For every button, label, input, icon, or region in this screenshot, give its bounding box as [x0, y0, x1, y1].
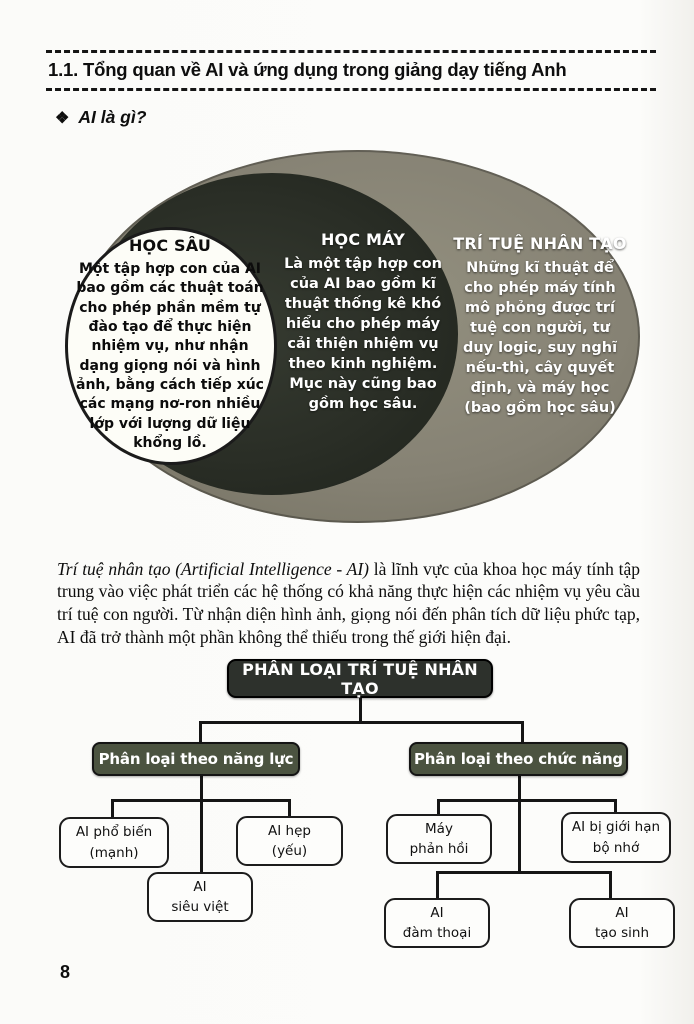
artificial-intelligence-label [453, 234, 627, 418]
leaf-node-limited-memory-ai [561, 812, 671, 863]
leaf-label-line: tạo sinh [594, 925, 649, 941]
deep-learning-label [70, 236, 270, 453]
diamond-bullet-icon: ❖ [55, 110, 70, 127]
connector-line [111, 799, 291, 802]
leaf-label-line: (yếu) [271, 843, 308, 859]
artificial-intelligence-title: TRÍ TUỆ NHÂN TẠO [453, 234, 627, 253]
flowchart-root-node: PHÂN LOẠI TRÍ TUỆ NHÂN TẠO [227, 659, 493, 698]
subtitle-text: AI là gì? [78, 107, 147, 127]
leaf-label-line: (mạnh) [89, 844, 139, 861]
artificial-intelligence-body: Những kĩ thuật để cho phép máy tính mô phỏng được trí tuệ con người, tư duy logic, suy nghĩ nếu-thì, cây quyết định, và máy học (bao gồm học sâu) [462, 260, 618, 416]
branch-header-capability: Phân loại theo năng lực [92, 742, 300, 776]
page-number: 8 [60, 962, 71, 982]
connector-line [518, 775, 521, 873]
connector-line [200, 775, 203, 873]
deep-learning-body: Một tập hợp con của AI bao gồm các thuật toán cho phép phần mềm tự đào tạo để thực hiện nhiệm vụ, như nhận dạng giọng nói và hình ảnh, bằng cách tiếp xúc các mạng nơ-ron nhiều lớp với lượng dữ liệu khổng lồ. [76, 261, 264, 451]
ai-venn-diagram [60, 148, 650, 528]
connector-line [437, 799, 440, 815]
leaf-node-conversational-ai [384, 898, 490, 948]
connector-line [436, 871, 612, 874]
leaf-label-line: siêu việt [171, 899, 229, 915]
leaf-label-line: AI [615, 904, 629, 921]
machine-learning-title: HỌC MÁY [320, 230, 406, 249]
leaf-label-line: đàm thoại [402, 925, 472, 941]
ai-classification-flowchart [0, 650, 694, 970]
leaf-node-narrow-ai [236, 816, 343, 866]
leaf-label-line: AI [193, 878, 207, 895]
connector-line [609, 871, 612, 899]
connector-line [614, 799, 617, 813]
connector-line [111, 799, 114, 818]
intro-body: là lĩnh vực của khoa học máy tính tập trung vào việc phát triển các hệ thống có khả năng thực hiện các nhiệm vụ yêu cầu trí tuệ con người. Từ nhận diện hình ảnh, giọng nói đến phân tích dữ liệu phức tạp, AI đã trở thành một phần không thể thiếu trong thế giới hiện đại. [57, 558, 640, 648]
machine-learning-body: Là một tập hợp con của AI bao gồm kĩ thuật thống kê khó hiểu cho phép máy cải thiện nhiệm vụ theo kinh nghiệm. Mục này cũng bao gồm học sâu. [284, 256, 442, 412]
intro-lead-italic: Trí tuệ nhân tạo (Artificial Intelligence - AI) [57, 558, 369, 579]
leaf-node-reactive-machine [386, 814, 492, 864]
leaf-label-line: bộ nhớ [592, 839, 640, 856]
machine-learning-label [281, 230, 445, 414]
connector-line [359, 697, 362, 723]
leaf-label-line: phản hồi [409, 841, 469, 857]
leaf-node-general-ai [59, 817, 169, 868]
leaf-node-super-ai [147, 872, 253, 922]
intro-paragraph [57, 558, 640, 650]
leaf-label-line: AI [430, 904, 444, 921]
connector-line [199, 721, 202, 743]
subtitle [55, 107, 146, 128]
connector-line [199, 721, 524, 724]
connector-line [437, 799, 617, 802]
connector-line [288, 799, 291, 817]
section-title: 1.1. Tổng quan về AI và ứng dụng trong giảng dạy tiếng Anh [48, 59, 567, 80]
connector-line [521, 721, 524, 743]
section-title-banner [46, 50, 656, 91]
leaf-label-line: AI bị giới hạn [571, 819, 661, 836]
leaf-label-line: AI hẹp [268, 822, 311, 839]
connector-line [436, 871, 439, 899]
leaf-node-generative-ai [569, 898, 675, 948]
deep-learning-title: HỌC SÂU [128, 236, 212, 255]
leaf-label-line: AI phổ biến [75, 824, 153, 841]
branch-header-functionality: Phân loại theo chức năng [409, 742, 628, 776]
leaf-label-line: Máy [425, 820, 453, 837]
